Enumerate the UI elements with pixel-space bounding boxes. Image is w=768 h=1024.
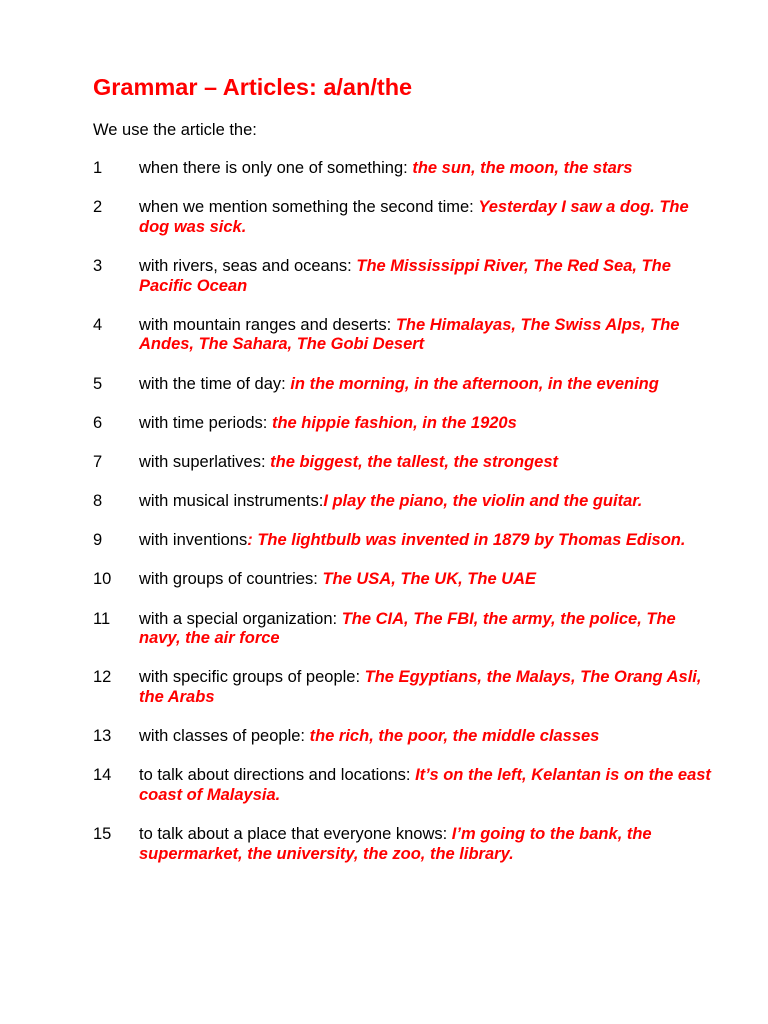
item-text bbox=[139, 570, 713, 590]
list-item bbox=[93, 316, 713, 355]
list-item bbox=[93, 727, 713, 747]
document-page bbox=[93, 72, 713, 884]
item-number: 13 bbox=[93, 727, 112, 746]
rule-text: with a special organization: bbox=[139, 609, 342, 628]
list-item bbox=[93, 610, 713, 649]
list-item bbox=[93, 766, 713, 805]
example-text: the biggest, the tallest, the strongest bbox=[270, 452, 559, 471]
example-text: The Egyptians, the Malays, The Orang Asli, the Arabs bbox=[139, 668, 702, 707]
item-number: 2 bbox=[93, 198, 103, 217]
item-number: 8 bbox=[93, 492, 103, 511]
item-text bbox=[139, 668, 713, 707]
example-text: The USA, The UK, The UAE bbox=[322, 570, 537, 589]
item-number: 6 bbox=[93, 413, 103, 432]
item-text bbox=[139, 766, 713, 805]
item-text bbox=[139, 316, 713, 355]
item-number: 9 bbox=[93, 531, 103, 550]
item-text bbox=[139, 825, 713, 864]
list-item bbox=[93, 198, 713, 237]
page-title: Grammar – Articles: a/an/the bbox=[93, 74, 413, 100]
rule-text: when we mention something the second time: bbox=[139, 198, 479, 217]
item-number: 1 bbox=[93, 159, 103, 177]
item-text bbox=[139, 610, 713, 649]
item-number: 14 bbox=[93, 766, 112, 785]
rule-text: with mountain ranges and deserts: bbox=[139, 315, 396, 334]
item-number: 5 bbox=[93, 374, 103, 393]
example-text: The CIA, The FBI, the army, the police, The navy, the air force bbox=[139, 609, 676, 648]
item-number: 15 bbox=[93, 825, 112, 844]
rule-text: with rivers, seas and oceans: bbox=[139, 256, 357, 275]
example-text: The Mississippi River, The Red Sea, The Pacific Ocean bbox=[139, 256, 671, 295]
item-text bbox=[139, 257, 713, 296]
list-item bbox=[93, 159, 713, 179]
example-text: It’s on the left, Kelantan is on the east coast of Malaysia. bbox=[139, 766, 711, 804]
item-number: 11 bbox=[93, 609, 111, 628]
rule-text: with inventions bbox=[139, 531, 248, 550]
example-text: the hippie fashion, in the 1920s bbox=[271, 413, 517, 432]
item-text bbox=[139, 531, 713, 551]
rules-list bbox=[93, 159, 713, 864]
rule-text: with time periods: bbox=[139, 413, 272, 432]
list-item bbox=[93, 453, 713, 473]
rule-text: when there is only one of something: bbox=[139, 159, 413, 177]
rule-text: with superlatives: bbox=[139, 452, 271, 471]
item-text bbox=[139, 375, 713, 395]
example-text: The Himalayas, The Swiss Alps, The Andes, The Sahara, The Gobi Desert bbox=[139, 315, 680, 354]
list-item bbox=[93, 492, 713, 512]
list-item bbox=[93, 257, 713, 296]
list-item bbox=[93, 570, 713, 590]
example-text: the sun, the moon, the stars bbox=[412, 159, 633, 177]
item-text bbox=[139, 492, 713, 512]
example-text: the rich, the poor, the middle classes bbox=[309, 727, 600, 746]
list-item bbox=[93, 414, 713, 434]
item-text bbox=[139, 727, 713, 747]
rule-text: to talk about directions and locations: bbox=[139, 766, 416, 785]
example-text: : The lightbulb was invented in 1879 by Thomas Edison. bbox=[247, 531, 686, 550]
item-number: 7 bbox=[93, 452, 103, 471]
item-number: 3 bbox=[93, 256, 103, 275]
item-text bbox=[139, 198, 713, 237]
item-text bbox=[139, 414, 713, 434]
list-item bbox=[93, 668, 713, 707]
item-text bbox=[139, 453, 713, 473]
rule-text: with specific groups of people: bbox=[139, 668, 365, 687]
rule-text: with musical instruments: bbox=[139, 492, 324, 511]
example-text: I play the piano, the violin and the guitar. bbox=[323, 492, 643, 511]
item-number: 4 bbox=[93, 315, 103, 334]
rule-text: with groups of countries: bbox=[139, 570, 323, 589]
item-number: 12 bbox=[93, 668, 112, 687]
item-text bbox=[139, 159, 713, 179]
list-item bbox=[93, 375, 713, 395]
list-item bbox=[93, 825, 713, 864]
rule-text: to talk about a place that everyone knows: bbox=[139, 825, 452, 844]
example-text: I’m going to the bank, the supermarket, the university, the zoo, the library. bbox=[139, 825, 652, 863]
rule-text: with the time of day: bbox=[139, 374, 291, 393]
rule-text: with classes of people: bbox=[139, 727, 310, 746]
example-text: Yesterday I saw a dog. The dog was sick. bbox=[139, 198, 689, 236]
intro-text: We use the article the: bbox=[93, 121, 257, 139]
example-text: in the morning, in the afternoon, in the evening bbox=[290, 374, 659, 393]
item-number: 10 bbox=[93, 570, 112, 589]
list-item bbox=[93, 531, 713, 551]
